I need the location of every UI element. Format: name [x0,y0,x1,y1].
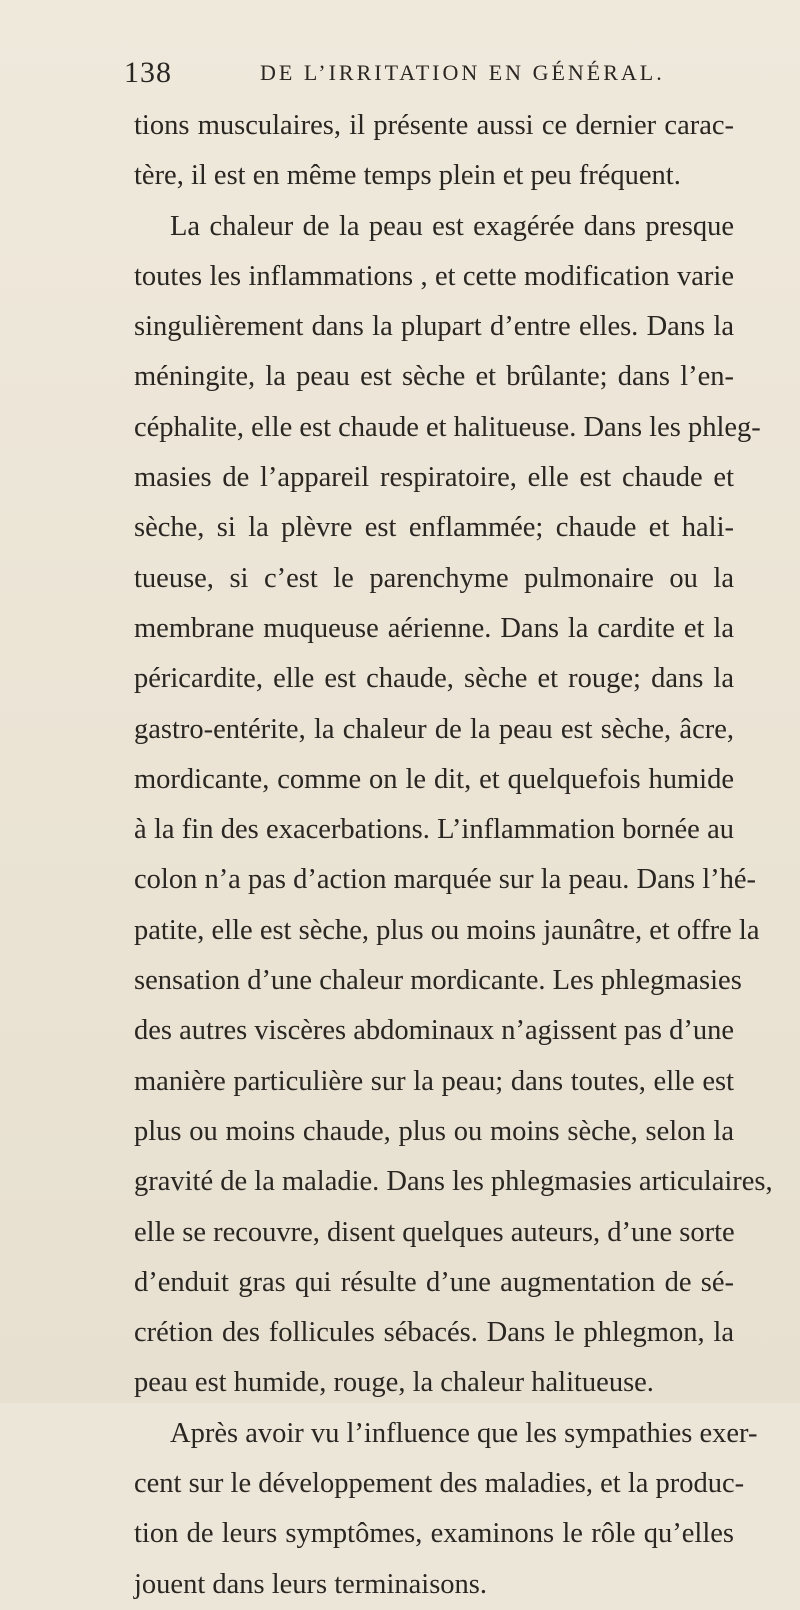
text-line: tion de leurs symptômes, examinons le rôle qu’elles [134,1518,734,1550]
text-line: peau est humide, rouge, la chaleur halitueuse. [134,1367,654,1399]
text-line: méningite, la peau est sèche et brûlante; dans l’en- [134,361,734,393]
page-number: 138 [124,56,172,89]
text-line: des autres viscères abdominaux n’agissent pas d’une [134,1015,734,1047]
text-line: cent sur le développement des maladies, et la produc- [134,1468,745,1500]
body-text [134,101,773,1610]
text-line: céphalite, elle est chaude et halitueuse. Dans les phleg- [134,411,761,443]
text-line: tère, il est en même temps plein et peu fréquent. [134,160,681,192]
text-line: colon n’a pas d’action marquée sur la peau. Dans l’hé- [134,864,757,896]
page-header [124,56,760,96]
text-line: tueuse, si c’est le parenchyme pulmonaire ou la [134,562,734,594]
text-line: membrane muqueuse aérienne. Dans la cardite et la [134,612,734,644]
text-line: gravité de la maladie. Dans les phlegmasies articulaires, [134,1166,773,1198]
text-line: elle se recouvre, disent quelques auteurs, d’une sorte [134,1216,735,1248]
text-line: péricardite, elle est chaude, sèche et rouge; dans la [134,663,734,695]
text-line: patite, elle est sèche, plus ou moins jaunâtre, et offre la [134,914,760,946]
text-line: plus ou moins chaude, plus ou moins sèche, selon la [134,1115,734,1147]
text-line: tions musculaires, il présente aussi ce dernier carac- [134,110,734,141]
text-line: à la fin des exacerbations. L’inflammation bornée au [134,814,734,846]
running-title: DE L’IRRITATION EN GÉNÉRAL. [260,60,665,85]
text-line: masies de l’appareil respiratoire, elle est chaude et [134,462,734,494]
text-line: mordicante, comme on le dit, et quelquefois humide [134,763,734,795]
text-line: jouent dans leurs terminaisons. [134,1568,488,1600]
text-line: Après avoir vu l’influence que les sympathies exer- [170,1417,758,1449]
text-line: crétion des follicules sébacés. Dans le phlegmon, la [134,1317,734,1349]
text-line: manière particulière sur la peau; dans toutes, elle est [134,1065,734,1097]
text-line: sensation d’une chaleur mordicante. Les phlegmasies [134,965,742,997]
text-line: sèche, si la plèvre est enflammée; chaude et hali- [134,512,734,544]
text-line: singulièrement dans la plupart d’entre elles. Dans la [134,311,734,343]
text-line: La chaleur de la peau est exagérée dans presque [170,210,734,242]
text-line: d’enduit gras qui résulte d’une augmentation de sé- [134,1266,734,1298]
text-line: gastro-entérite, la chaleur de la peau est sèche, âcre, [134,713,734,745]
text-line: toutes les inflammations , et cette modification varie [134,260,734,292]
